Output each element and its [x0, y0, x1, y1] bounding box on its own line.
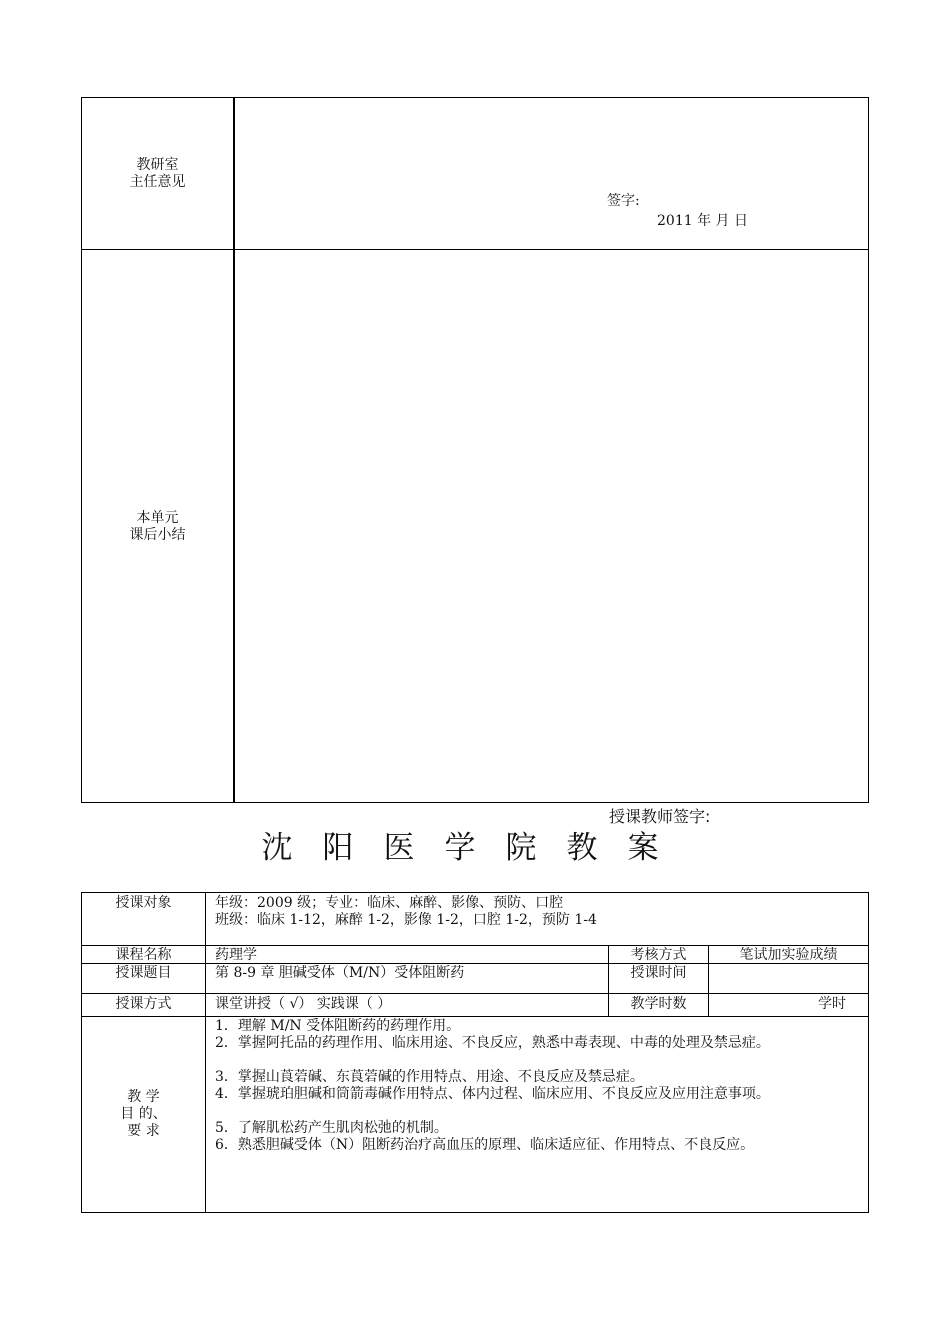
- goal-item: 6．熟悉胆碱受体（N）阻断药治疗高血压的原理、临床适应征、作用特点、不良反应。: [215, 1137, 755, 1153]
- info-border-left: [81, 892, 82, 1213]
- table-col-divider: [233, 97, 235, 803]
- table-border-right: [868, 97, 869, 803]
- goal-item: 2．掌握阿托品的药理作用、临床用途、不良反应，熟悉中毒表现、中毒的处理及禁忌症。: [215, 1035, 770, 1051]
- goals-label-line2: 目 的、: [120, 1106, 167, 1122]
- target-line-1: 年级：2009 级；专业：临床、麻醉、影像、预防、口腔: [215, 895, 564, 911]
- info-row-divider: [81, 993, 869, 994]
- method-label: 授课方式: [115, 996, 172, 1012]
- table-border-left: [81, 97, 82, 803]
- director-opinion-label-line2: 主任意见: [129, 174, 186, 190]
- target-label: 授课对象: [115, 895, 172, 911]
- method-value: 课堂讲授（ √） 实践课（ ）: [215, 996, 392, 1012]
- hours-label: 教学时数: [630, 996, 687, 1012]
- teacher-signature-label: 授课教师签字:: [609, 807, 711, 826]
- page-title: 沈阳医学院教案: [261, 830, 689, 866]
- sign-label: 签字:: [607, 193, 640, 209]
- topic-value: 第 8-9 章 胆碱受体（M/N）受体阻断药: [215, 965, 465, 981]
- goals-label-line1: 教 学: [127, 1089, 160, 1105]
- table-border-top: [81, 97, 869, 98]
- info-border-bottom: [81, 1212, 869, 1213]
- course-value: 药理学: [215, 947, 257, 963]
- unit-summary-label-line1: 本单元: [136, 510, 179, 526]
- goals-label-line3: 要 求: [127, 1123, 160, 1139]
- info-border-right: [868, 892, 869, 1213]
- hours-unit: 学时: [818, 996, 846, 1012]
- goal-item: 4．掌握琥珀胆碱和筒箭毒碱作用特点、体内过程、临床应用、不良反应及应用注意事项。: [215, 1086, 770, 1102]
- exam-value: 笔试加实验成绩: [739, 947, 838, 963]
- goal-item: 5．了解肌松药产生肌肉松弛的机制。: [215, 1120, 448, 1136]
- topic-label: 授课题目: [115, 965, 172, 981]
- target-line-2: 班级：临床 1-12，麻醉 1-2，影像 1-2，口腔 1-2，预防 1-4: [215, 912, 597, 928]
- course-label: 课程名称: [115, 947, 172, 963]
- table-row-divider: [81, 249, 869, 250]
- table-border-bottom: [81, 802, 869, 803]
- unit-summary-label-line2: 课后小结: [129, 527, 186, 543]
- info-row-divider: [81, 945, 869, 946]
- info-col-divider: [205, 892, 206, 1213]
- exam-label: 考核方式: [630, 947, 687, 963]
- goal-item: 1．理解 M/N 受体阻断药的药理作用。: [215, 1018, 461, 1034]
- date-line: 2011 年 月 日: [657, 213, 748, 229]
- director-opinion-label-line1: 教研室: [136, 157, 179, 173]
- info-border-top: [81, 892, 869, 893]
- time-label: 授课时间: [630, 965, 687, 981]
- info-row-divider: [81, 1016, 869, 1017]
- goal-item: 3．掌握山莨菪碱、东莨菪碱的作用特点、用途、不良反应及禁忌症。: [215, 1069, 644, 1085]
